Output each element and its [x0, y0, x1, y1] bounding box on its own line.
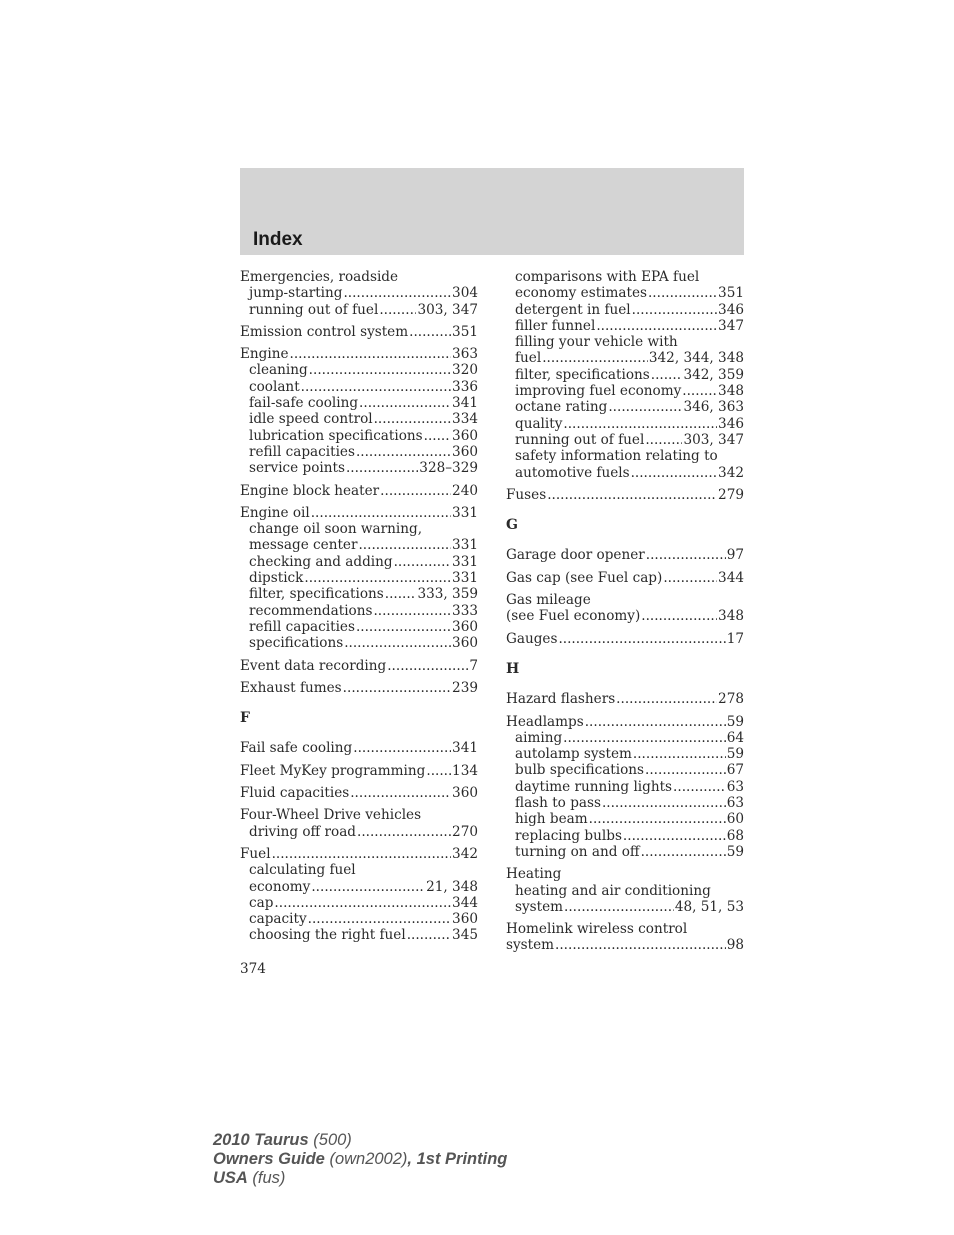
- index-term-text: Emission control system: [240, 323, 409, 340]
- index-subentry: [506, 383, 744, 399]
- dot-leader: [301, 379, 451, 395]
- index-subentry: [240, 460, 478, 476]
- index-page-ref: 360: [452, 443, 478, 460]
- index-subentry: [506, 399, 744, 415]
- index-term: [506, 937, 744, 953]
- index-entry: [240, 785, 478, 801]
- index-term: [240, 763, 478, 779]
- index-page-ref: 334: [452, 411, 478, 428]
- index-term-text: Fleet MyKey programming: [240, 762, 426, 779]
- index-entry: [240, 763, 478, 779]
- dot-leader: [631, 465, 717, 481]
- dot-leader: [623, 828, 726, 844]
- index-term-text: aiming: [515, 729, 563, 746]
- index-entry: [240, 740, 478, 756]
- dot-leader: [343, 680, 451, 696]
- index-subentry: [506, 828, 744, 844]
- index-page-ref: 17: [726, 630, 744, 647]
- index-subentry: [240, 862, 478, 878]
- index-column-right: [506, 269, 744, 960]
- index-letter-heading: F: [240, 710, 250, 727]
- index-term-text: filling your vehicle with: [515, 334, 678, 351]
- index-page-ref: 279: [718, 486, 744, 503]
- index-page-ref: 351: [452, 323, 478, 340]
- dot-leader: [563, 730, 726, 746]
- index-term-text: running out of fuel: [249, 301, 379, 318]
- index-page-ref: 342, 359: [683, 366, 744, 383]
- footer-guide: Owners Guide: [213, 1150, 325, 1168]
- index-subentry: [506, 350, 744, 366]
- index-term-text: Fuel: [240, 845, 271, 862]
- index-entry: [240, 680, 478, 696]
- dot-leader: [424, 428, 451, 444]
- footer-model-code: (500): [308, 1131, 352, 1149]
- index-subentry: [506, 844, 744, 860]
- index-term-text: cap: [249, 894, 274, 911]
- index-term-text: octane rating: [515, 399, 608, 416]
- index-subentry: [240, 635, 478, 651]
- dot-leader: [385, 586, 417, 602]
- index-page-ref: 59: [726, 713, 744, 730]
- index-entry: [240, 269, 478, 318]
- index-term-text: message center: [249, 537, 358, 554]
- dot-leader: [547, 487, 717, 503]
- index-term-text: high beam: [515, 811, 588, 828]
- index-term: [240, 680, 478, 696]
- index-term: [506, 570, 744, 586]
- dot-leader: [343, 285, 451, 301]
- index-subentry: [240, 603, 478, 619]
- index-term-text: Exhaust fumes: [240, 679, 342, 696]
- index-page-ref: 304: [452, 285, 478, 302]
- index-page-ref: 134: [452, 762, 478, 779]
- dot-leader: [645, 432, 682, 448]
- index-entry: [240, 846, 478, 944]
- index-term-text: capacity: [249, 911, 307, 928]
- dot-leader: [407, 927, 451, 943]
- index-term-text: Four-Wheel Drive vehicles: [240, 807, 422, 824]
- index-subentry: [506, 448, 744, 464]
- index-subentry: [506, 285, 744, 301]
- index-subentry: [240, 619, 478, 635]
- dot-leader: [308, 911, 451, 927]
- index-term-text: coolant: [249, 378, 300, 395]
- index-term: [506, 691, 744, 707]
- index-page-ref: 333: [452, 602, 478, 619]
- index-term-text: Emergencies, roadside: [240, 269, 399, 285]
- index-term-text: Fluid capacities: [240, 785, 350, 802]
- index-page-ref: 68: [726, 827, 744, 844]
- index-subentry: [240, 554, 478, 570]
- index-column-left: [240, 269, 478, 950]
- dot-leader: [663, 570, 717, 586]
- index-subentry: [240, 285, 478, 301]
- index-subentry: [240, 521, 478, 537]
- index-subentry: [506, 899, 744, 915]
- index-subentry: [506, 334, 744, 350]
- index-subentry: [506, 367, 744, 383]
- index-term-text: Garage door opener: [506, 547, 645, 564]
- dot-leader: [374, 411, 451, 427]
- index-header-band: [240, 168, 744, 255]
- index-term-text: quality: [515, 415, 563, 432]
- index-entry: [506, 714, 744, 861]
- index-term-text: service points: [249, 460, 345, 477]
- index-term-text: system: [506, 937, 555, 954]
- index-page-ref: 336: [452, 378, 478, 395]
- dot-leader: [356, 444, 451, 460]
- index-page-ref: 347: [718, 317, 744, 334]
- index-subentry: [506, 795, 744, 811]
- footer-line-market: [213, 1169, 507, 1188]
- dot-leader: [646, 547, 726, 563]
- dot-leader: [641, 608, 717, 624]
- index-term: [240, 269, 478, 285]
- dot-leader: [602, 795, 726, 811]
- index-term-text: refill capacities: [249, 618, 355, 635]
- index-entry: [240, 658, 478, 674]
- index-subentry: [240, 895, 478, 911]
- dot-leader: [346, 460, 418, 476]
- index-page-ref: 7: [469, 657, 478, 674]
- dot-leader: [353, 740, 451, 756]
- index-term-text: Gas cap (see Fuel cap): [506, 569, 663, 586]
- document-footer: [213, 1131, 507, 1188]
- index-letter-heading: G: [506, 517, 518, 534]
- index-term: [506, 866, 744, 882]
- index-page-ref: 341: [452, 740, 478, 757]
- index-subentry: [240, 586, 478, 602]
- index-term-text: recommendations: [249, 602, 373, 619]
- footer-printing: , 1st Printing: [407, 1150, 508, 1168]
- index-term-text: autolamp system: [515, 746, 632, 763]
- index-subentry: [506, 302, 744, 318]
- dot-leader: [651, 367, 683, 383]
- dot-leader: [409, 324, 451, 340]
- index-subentry: [506, 779, 744, 795]
- index-term: [506, 592, 744, 608]
- index-term: [240, 658, 478, 674]
- index-term-text: refill capacities: [249, 443, 355, 460]
- index-subentry: [506, 318, 744, 334]
- dot-leader: [387, 658, 468, 674]
- index-page-ref: 342: [718, 464, 744, 481]
- dot-leader: [558, 631, 725, 647]
- index-term-text: specifications: [249, 635, 344, 652]
- index-page-ref: 240: [452, 482, 478, 499]
- dot-leader: [641, 844, 726, 860]
- index-term-text: checking and adding: [249, 553, 393, 570]
- index-term-text: choosing the right fuel: [249, 927, 406, 944]
- index-entry: [506, 487, 744, 503]
- index-subentry: [240, 362, 478, 378]
- index-page-ref: 303, 347: [417, 301, 478, 318]
- index-page-ref: 360: [452, 911, 478, 928]
- dot-leader: [564, 899, 674, 915]
- index-page-ref: 67: [726, 762, 744, 779]
- index-entry: [506, 547, 744, 563]
- index-subentry: [240, 444, 478, 460]
- index-term-text: economy: [249, 878, 311, 895]
- index-term-text: running out of fuel: [515, 431, 645, 448]
- index-term-text: filter, specifications: [515, 366, 650, 383]
- index-page-ref: 331: [452, 504, 478, 521]
- index-entry: [506, 570, 744, 586]
- dot-leader: [309, 362, 451, 378]
- index-page-ref: 341: [452, 395, 478, 412]
- index-page-ref: 344: [718, 569, 744, 586]
- index-subentry: [240, 824, 478, 840]
- dot-leader: [394, 554, 451, 570]
- index-term: [240, 785, 478, 801]
- index-term-text: Fail safe cooling: [240, 740, 353, 757]
- index-term: [240, 740, 478, 756]
- index-term-text: Hazard flashers: [506, 691, 616, 708]
- index-term: [240, 346, 478, 362]
- index-page-ref: 360: [452, 635, 478, 652]
- index-letter-heading: H: [506, 660, 520, 677]
- footer-line-model: [213, 1131, 507, 1150]
- index-page-ref: 363: [452, 346, 478, 363]
- index-entry: [240, 324, 478, 340]
- index-page-ref: 360: [452, 785, 478, 802]
- index-term-text: economy estimates: [515, 285, 647, 302]
- index-page-ref: 348: [718, 383, 744, 400]
- index-term-text: detergent in fuel: [515, 301, 631, 318]
- dot-leader: [648, 285, 717, 301]
- index-term-text: filler funnel: [515, 317, 596, 334]
- index-subentry: [240, 927, 478, 943]
- dot-leader: [344, 635, 451, 651]
- index-term-text: Fuses: [506, 486, 547, 503]
- index-subentry: [506, 746, 744, 762]
- index-page-ref: 346, 363: [683, 399, 744, 416]
- index-term-text: Headlamps: [506, 713, 584, 730]
- index-page-ref: 59: [726, 843, 744, 860]
- index-term-text: daytime running lights: [515, 778, 673, 795]
- index-page-ref: 346: [718, 415, 744, 432]
- index-page-ref: 344: [452, 894, 478, 911]
- index-page-ref: 303, 347: [683, 431, 744, 448]
- index-page-ref: 346: [718, 301, 744, 318]
- index-term-text: Engine block heater: [240, 482, 380, 499]
- index-term-text: cleaning: [249, 362, 308, 379]
- index-subentry: [506, 465, 744, 481]
- index-subentry: [240, 302, 478, 318]
- index-term-text: flash to pass: [515, 795, 601, 812]
- dot-leader: [608, 399, 682, 415]
- index-page-ref: 351: [718, 285, 744, 302]
- footer-guide-code: (own2002): [324, 1150, 408, 1168]
- index-term-text: fuel: [515, 350, 542, 367]
- index-page-ref: 331: [452, 553, 478, 570]
- dot-leader: [426, 763, 451, 779]
- dot-leader: [359, 395, 451, 411]
- index-term: [506, 714, 744, 730]
- index-entry: [506, 631, 744, 647]
- index-term-text: system: [515, 898, 564, 915]
- index-page-ref: 270: [452, 823, 478, 840]
- index-term: [506, 631, 744, 647]
- dot-leader: [373, 603, 451, 619]
- index-subentry: [240, 379, 478, 395]
- index-subentry: [240, 428, 478, 444]
- dot-leader: [304, 570, 451, 586]
- index-term-text: replacing bulbs: [515, 827, 622, 844]
- index-page-ref: 342: [452, 845, 478, 862]
- index-subentry: [240, 879, 478, 895]
- page-number: 374: [240, 961, 266, 977]
- index-term: [240, 483, 478, 499]
- dot-leader: [380, 483, 451, 499]
- footer-market-code: (fus): [247, 1169, 286, 1187]
- index-page-ref: 63: [726, 795, 744, 812]
- index-term: [506, 547, 744, 563]
- index-entry: [506, 691, 744, 707]
- index-term-text: jump-starting: [249, 285, 343, 302]
- dot-leader: [542, 350, 648, 366]
- index-term-text: safety information relating to: [515, 448, 718, 465]
- dot-leader: [272, 846, 451, 862]
- index-subentry: [506, 811, 744, 827]
- index-page-ref: 98: [726, 937, 744, 954]
- index-page-ref: 331: [452, 570, 478, 587]
- index-entry: [506, 269, 744, 481]
- index-page-ref: 360: [452, 618, 478, 635]
- index-term-text: dipstick: [249, 570, 304, 587]
- index-term-text: change oil soon warning,: [249, 521, 423, 538]
- index-term-text: (see Fuel economy): [506, 608, 641, 625]
- index-term-text: comparisons with EPA fuel: [515, 269, 700, 285]
- index-page-ref: 21, 348: [426, 878, 478, 895]
- dot-leader: [596, 318, 717, 334]
- index-term-text: Heating: [506, 866, 562, 883]
- index-term: [506, 608, 744, 624]
- index-term-text: Event data recording: [240, 657, 387, 674]
- dot-leader: [563, 416, 717, 432]
- index-page-ref: 48, 51, 53: [674, 898, 744, 915]
- dot-leader: [356, 619, 451, 635]
- index-entry: [240, 346, 478, 476]
- index-page-ref: 348: [718, 608, 744, 625]
- index-term-text: bulb specifications: [515, 762, 645, 779]
- dot-leader: [350, 785, 451, 801]
- index-entry: [506, 866, 744, 915]
- dot-leader: [645, 762, 726, 778]
- dot-leader: [632, 302, 717, 318]
- index-term: [240, 505, 478, 521]
- index-page-ref: 320: [452, 362, 478, 379]
- index-entry: [506, 592, 744, 625]
- dot-leader: [585, 714, 726, 730]
- footer-line-guide: [213, 1150, 507, 1169]
- index-term-text: calculating fuel: [249, 862, 356, 879]
- index-term: [506, 921, 744, 937]
- index-term-text: Engine: [240, 346, 289, 363]
- index-subentry: [240, 411, 478, 427]
- index-subentry: [506, 269, 744, 285]
- index-page-ref: 360: [452, 427, 478, 444]
- dot-leader: [633, 746, 726, 762]
- index-term-text: Engine oil: [240, 504, 310, 521]
- dot-leader: [311, 505, 451, 521]
- index-page-ref: 59: [726, 746, 744, 763]
- index-term-text: automotive fuels: [515, 464, 630, 481]
- dot-leader: [616, 691, 717, 707]
- dot-leader: [682, 383, 717, 399]
- index-term-text: improving fuel economy: [515, 383, 682, 400]
- index-page-ref: 64: [726, 729, 744, 746]
- index-page-ref: 239: [452, 679, 478, 696]
- footer-model: 2010 Taurus: [213, 1131, 309, 1149]
- index-page-ref: 63: [726, 778, 744, 795]
- dot-leader: [290, 346, 452, 362]
- index-subentry: [240, 911, 478, 927]
- index-entry: [506, 921, 744, 954]
- index-page-ref: 328–329: [419, 460, 478, 477]
- dot-leader: [555, 937, 726, 953]
- index-entry: [240, 505, 478, 652]
- index-subentry: [240, 395, 478, 411]
- index-term-text: driving off road: [249, 823, 357, 840]
- index-page-ref: 60: [726, 811, 744, 828]
- index-page-ref: 331: [452, 537, 478, 554]
- index-term-text: fail-safe cooling: [249, 395, 359, 412]
- index-subentry: [506, 730, 744, 746]
- index-subentry: [240, 570, 478, 586]
- index-term-text: Gauges: [506, 630, 558, 647]
- index-term-text: idle speed control: [249, 411, 373, 428]
- index-term: [240, 807, 478, 823]
- index-page-ref: 278: [718, 691, 744, 708]
- index-page-ref: 97: [726, 547, 744, 564]
- index-subentry: [506, 883, 744, 899]
- dot-leader: [358, 537, 451, 553]
- dot-leader: [357, 824, 451, 840]
- dot-leader: [379, 302, 416, 318]
- index-term-text: Homelink wireless control: [506, 921, 688, 938]
- page-title: Index: [253, 229, 303, 250]
- index-subentry: [506, 416, 744, 432]
- footer-market: USA: [213, 1169, 248, 1187]
- dot-leader: [673, 779, 726, 795]
- index-term-text: Gas mileage: [506, 592, 591, 609]
- dot-leader: [274, 895, 451, 911]
- index-term-text: heating and air conditioning: [515, 882, 711, 899]
- index-term: [240, 846, 478, 862]
- index-subentry: [506, 762, 744, 778]
- index-term-text: lubrication specifications: [249, 427, 423, 444]
- index-page-ref: 342, 344, 348: [648, 350, 744, 367]
- index-term: [506, 487, 744, 503]
- index-entry: [240, 807, 478, 840]
- index-subentry: [506, 432, 744, 448]
- index-page-ref: 333, 359: [417, 586, 478, 603]
- index-subentry: [240, 537, 478, 553]
- index-term: [240, 324, 478, 340]
- dot-leader: [589, 811, 726, 827]
- index-page-ref: 345: [452, 927, 478, 944]
- index-entry: [240, 483, 478, 499]
- index-term-text: filter, specifications: [249, 586, 384, 603]
- dot-leader: [311, 879, 425, 895]
- index-term-text: turning on and off: [515, 843, 640, 860]
